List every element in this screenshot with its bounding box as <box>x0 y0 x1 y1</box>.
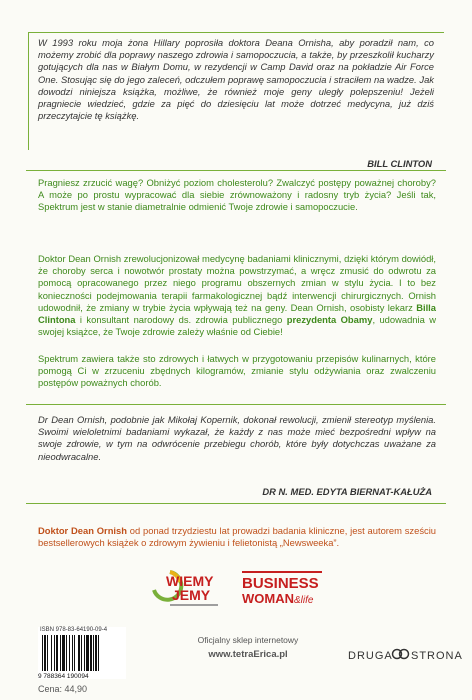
author-bio-text: od ponad trzydziestu lat prowadzi badania kliniczne, jest autorem sześciu bestsellerowych książek o zdrowym żywieniu i felietonistą „Newsweeka”. <box>38 525 437 549</box>
clinton-signature: BILL CLINTON <box>367 158 432 169</box>
barcode-bar <box>60 635 61 671</box>
barcode-bar <box>69 635 70 671</box>
barcode-bar <box>78 635 80 671</box>
barcode-bar <box>90 635 92 671</box>
shop-url[interactable]: www.tetraErica.pl <box>208 649 288 660</box>
clinton-name: Billa Clintona <box>38 301 436 326</box>
logo-underline <box>170 604 218 606</box>
barcode-bar <box>95 635 97 671</box>
divider-top <box>26 170 446 171</box>
barcode-number: 9 788364 190094 <box>38 673 89 680</box>
business-woman-life-logo <box>242 569 322 609</box>
barcode-bar <box>81 635 82 671</box>
druga-text: DRUGA <box>348 650 393 662</box>
barcode-bar <box>44 635 46 671</box>
barcode-bar <box>98 635 99 671</box>
clinton-quote: W 1993 roku moja żona Hillary poprosiła doktora Deana Ornisha, aby poradził nam, co możemy zrobić dla poprawy naszego zdrowia i samopoczucia, a także, by przeszkolił kucharzy gotujących dla nas w Białym Domu, w rezydencji w Camp David oraz na pokładzie Air Force One. Stosując się do jego zaleceń, odczułem poprawę samopoczucia i straciłem na wadze. Jak dowodzi niniejsza książka, możliwe, że również moje geny uległy polepszeniu! Jeżeli pragniecie wiedzieć, gdzie za pięć do dziesięciu lat może dotrzeć medycyna, już dziś przeczytajcie tę książkę. <box>38 37 434 122</box>
divider-bottom <box>26 503 446 504</box>
ornish-text-1: Doktor Dean Ornish zrewolucjonizował medycynę badaniami klinicznymi, dzięki którym dowiódł, że choroby serca i nowotwór prostaty można powstrzymać, a wręcz zmusić do odwrotu za pomocą opracowanego przez niego programu obszernych zmian w stylu życia. I to bez konieczności podejmowania terapii farmakologicznej bądź interwencji chirurgicznych. Ornish udowodnił, że zmiany w trybie życia wpływają też na geny. Dean Ornish, osobisty lekarz <box>38 253 436 313</box>
barcode-bar <box>47 635 48 671</box>
bw-woman-text: WOMAN <box>242 591 294 606</box>
barcode-bar <box>72 635 73 671</box>
barcode-bar <box>86 635 89 671</box>
biernat-quote: Dr Dean Ornish, podobnie jak Mikołaj Kopernik, dokonał rewolucji, zmienił stereotyp myślenia. Swoimi wieloletnimi badaniami wykazał, że każdy z nas może mieć bezpośredni wpływ na swoje zdrowie, w tym na odwrócenie przebiegu chorób, które były dotychczas uważane za nieodwracalne. <box>38 414 436 462</box>
barcode-bar <box>51 635 52 671</box>
isbn: ISBN 978-83-64190-09-4 <box>40 627 108 633</box>
shop-label: Oficjalny sklep internetowy <box>197 635 299 645</box>
logo-wiemy-text: WIEMY <box>166 573 214 589</box>
divider-middle <box>26 404 446 405</box>
bw-business-text: BUSINESS <box>242 575 319 592</box>
bw-life-text: &life <box>294 595 314 606</box>
biernat-signature: DR N. MED. EDYTA BIERNAT-KAŁUŻA <box>262 486 432 497</box>
ornish-text-3: , udowadnia w swojej książce, że Twoje zdrowie zależy właśnie od Ciebie! <box>38 314 436 338</box>
obama-name: prezydenta Obamy <box>286 314 373 326</box>
barcode <box>38 627 126 679</box>
strona-text: STRONA <box>411 650 463 662</box>
barcode-bar <box>84 635 85 671</box>
barcode-graphic <box>38 627 126 679</box>
bw-top-rule <box>242 571 322 573</box>
intro-paragraph: Pragniesz zrzucić wagę? Obniżyć poziom cholesterolu? Zwalczyć postępy poważnej choroby? A może po prostu wypracować dla siebie zrównoważony i radosny tryb życia? Jeśli tak, Spektrum jest w stanie diametralnie odmienić Twoje zdrowie i samopoczucie. <box>38 177 436 213</box>
barcode-bar <box>42 635 43 671</box>
author-bio <box>38 525 436 549</box>
barcode-bar <box>54 635 55 671</box>
barcode-bar <box>66 635 67 671</box>
barcode-bar <box>93 635 94 671</box>
barcode-bar <box>62 635 65 671</box>
recipes-paragraph: Spektrum zawiera także sto zdrowych i łatwych w przygotowaniu przepisów kulinarnych, które pomogą Ci w zrzuceniu zbędnych kilogramów, zmianie stylu odżywiania oraz zwalczeniu postępów poważnych chorób. <box>38 353 436 389</box>
wiemy-co-jemy-logo <box>148 566 220 612</box>
barcode-bar <box>74 635 75 671</box>
author-name: Doktor Dean Ornish <box>38 525 127 536</box>
druga-strona-logo <box>348 642 463 666</box>
ornish-paragraph <box>38 253 436 338</box>
ornish-text-2: i konsultant narodowy ds. zdrowia publicznego <box>75 314 287 326</box>
barcode-bar <box>56 635 58 671</box>
price: Cena: 44,90 <box>38 684 88 694</box>
logo-jemy-text: JEMY <box>172 587 211 603</box>
